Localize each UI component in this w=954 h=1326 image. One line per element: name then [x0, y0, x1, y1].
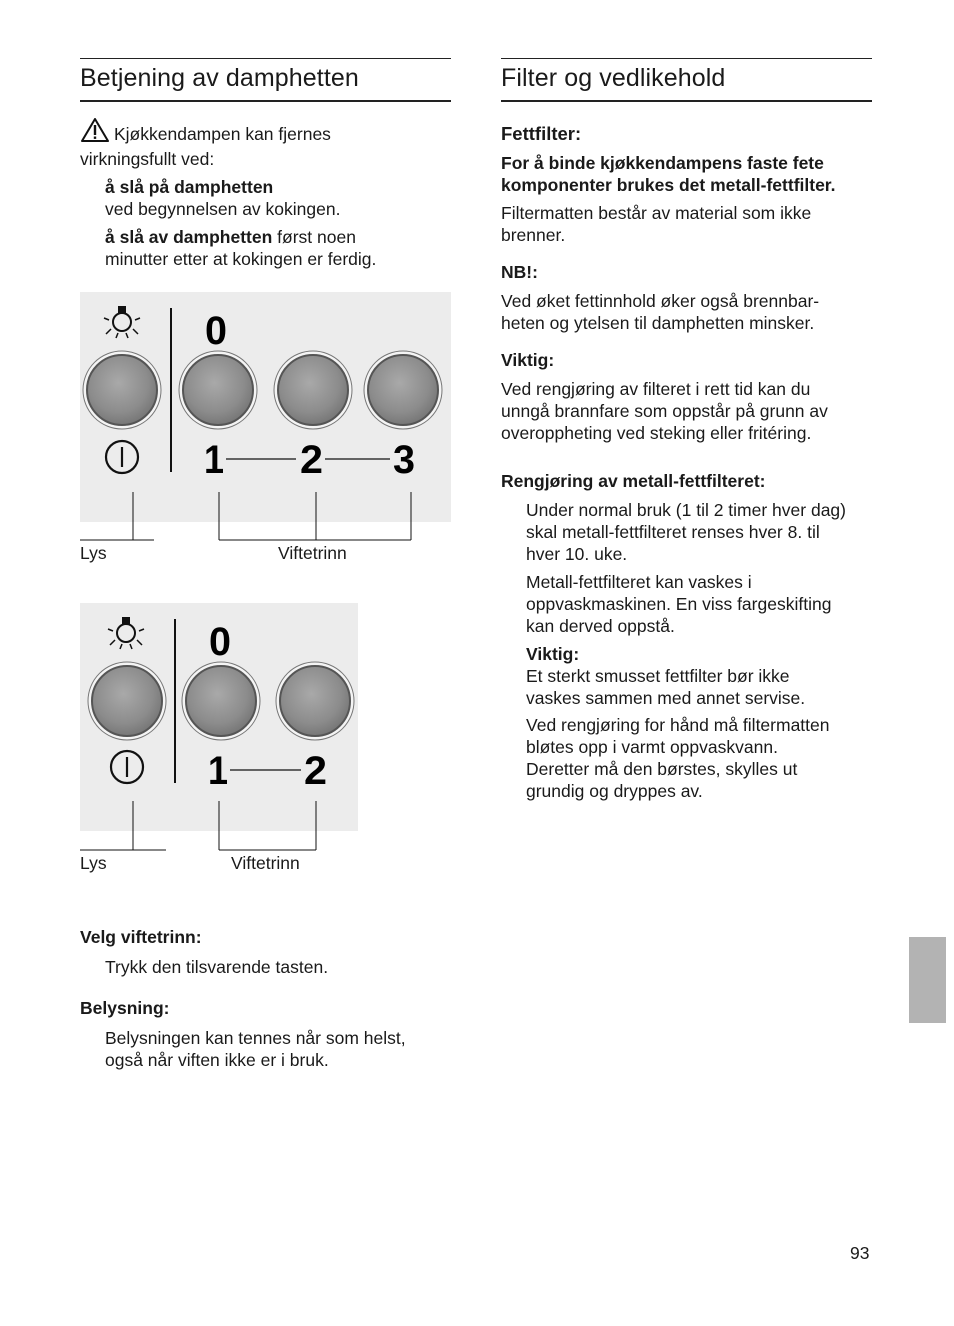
light-bulb-icon — [104, 306, 140, 338]
panel-1-caption-viftetrinn: Viftetrinn — [278, 543, 347, 563]
left-heading: Betjening av damphetten — [80, 64, 359, 92]
rengjoring-heading: Rengjøring av metall-fettfilteret: — [501, 471, 766, 491]
power-icon — [106, 441, 138, 473]
rengjoring-p3-1: Ved rengjøring for hånd må filtermatten — [526, 715, 830, 735]
rengjoring-p3-2: bløtes opp i varmt oppvaskvann. — [526, 737, 778, 757]
speed-label-1: 1 — [208, 749, 228, 793]
speed-label-3: 3 — [393, 438, 415, 482]
power-icon — [111, 751, 143, 783]
rengjoring-p1 — [526, 499, 846, 565]
warning-text-2: virkningsfullt ved: — [80, 149, 215, 169]
velg-text: Trykk den tilsvarende tasten. — [105, 957, 329, 977]
item-1-text: ved begynnelsen av kokingen. — [105, 199, 341, 219]
right-heading: Filter og vedlikehold — [501, 64, 726, 92]
right-heading-rule — [501, 100, 872, 102]
viktig-text-2: unngå brannfare som oppstår på grunn av — [501, 401, 828, 421]
viktig-text-1: Ved rengjøring av filteret i rett tid kan du — [501, 379, 811, 399]
viktig-heading: Viktig: — [501, 350, 555, 370]
viktig-text-3: overoppheting ved steking eller fritéring. — [501, 423, 812, 443]
panel-2-caption-viftetrinn: Viftetrinn — [231, 853, 300, 873]
nb-text — [501, 290, 819, 334]
rengjoring-p2 — [526, 571, 831, 637]
item-2-bold: å slå av damphetten — [105, 227, 273, 247]
rengjoring-p2-3: kan derved oppstå. — [526, 616, 675, 636]
rengjoring-p1-3: hver 10. uke. — [526, 544, 628, 564]
warning-icon — [80, 117, 110, 148]
fettfilter-heading: Fettfilter: — [501, 123, 582, 144]
speed-label-0: 0 — [209, 620, 231, 664]
speed-label-2: 2 — [304, 749, 327, 793]
warning-text-1: Kjøkkendampen kan fjernes — [114, 124, 331, 144]
speed-label-1: 1 — [204, 438, 224, 482]
velg-heading: Velg viftetrinn: — [80, 927, 202, 947]
belysning-text-2: også når viften ikke er i bruk. — [105, 1050, 329, 1070]
item-1-bold: å slå på damphetten — [105, 177, 274, 197]
belysning-text-1: Belysningen kan tennes når som helst, — [105, 1028, 406, 1048]
belysning-text — [105, 1027, 406, 1071]
fettfilter-bold — [501, 152, 836, 196]
fettfilter-text-1: Filtermatten består av material som ikke — [501, 203, 812, 223]
fan-button-2[interactable] — [274, 351, 352, 429]
page-number: 93 — [850, 1243, 870, 1263]
light-bulb-icon — [108, 617, 144, 649]
speed-label-0: 0 — [205, 309, 227, 353]
control-panel-2-diagram — [80, 603, 358, 863]
item-2 — [105, 226, 376, 270]
viktig-text — [501, 378, 828, 444]
rengjoring-p2-2: oppvaskmaskinen. En viss fargeskifting — [526, 594, 832, 614]
nb-text-1: Ved øket fettinnhold øker også brennbar- — [501, 291, 820, 311]
fan-button-1[interactable] — [182, 662, 260, 740]
speed-label-2: 2 — [300, 438, 323, 482]
left-heading-rule — [80, 100, 451, 102]
rengjoring-p1-1: Under normal bruk (1 til 2 timer hver dag) — [526, 500, 846, 520]
nb-heading: NB!: — [501, 262, 538, 282]
nb-text-2: heten og ytelsen til damphetten minsker. — [501, 313, 815, 333]
item-1 — [105, 176, 340, 220]
light-button[interactable] — [83, 351, 161, 429]
viktig2-text-2: vaskes sammen med annet servise. — [526, 688, 806, 708]
fan-button-2[interactable] — [276, 662, 354, 740]
panel-2-caption-lys: Lys — [80, 853, 107, 873]
viktig2-heading: Viktig: — [526, 644, 580, 664]
light-button[interactable] — [88, 662, 166, 740]
rengjoring-p2-1: Metall-fettfilteret kan vaskes i — [526, 572, 752, 592]
item-2-text-a: først noen — [272, 227, 356, 247]
fettfilter-bold-1: For å binde kjøkkendampens faste fete — [501, 153, 824, 173]
control-panel-1-diagram — [80, 292, 451, 562]
fettfilter-text — [501, 202, 811, 246]
rengjoring-p3-4: grundig og dryppes av. — [526, 781, 703, 801]
rengjoring-p1-2: skal metall-fettfilteret renses hver 8. til — [526, 522, 820, 542]
left-top-rule — [80, 58, 451, 59]
section-tab — [909, 937, 946, 1023]
viktig2-block — [526, 643, 805, 709]
rengjoring-p3 — [526, 714, 830, 802]
fan-button-3[interactable] — [364, 351, 442, 429]
warning-paragraph — [80, 117, 460, 170]
fan-button-1[interactable] — [179, 351, 257, 429]
right-top-rule — [501, 58, 872, 59]
fettfilter-bold-2: komponenter brukes det metall-fettfilter. — [501, 175, 836, 195]
panel-1-caption-lys: Lys — [80, 543, 107, 563]
rengjoring-p3-3: Deretter må den børstes, skylles ut — [526, 759, 798, 779]
fettfilter-text-2: brenner. — [501, 225, 566, 245]
belysning-heading: Belysning: — [80, 998, 170, 1018]
item-2-text-b: minutter etter at kokingen er ferdig. — [105, 249, 377, 269]
viktig2-text-1: Et sterkt smusset fettfilter bør ikke — [526, 666, 790, 686]
